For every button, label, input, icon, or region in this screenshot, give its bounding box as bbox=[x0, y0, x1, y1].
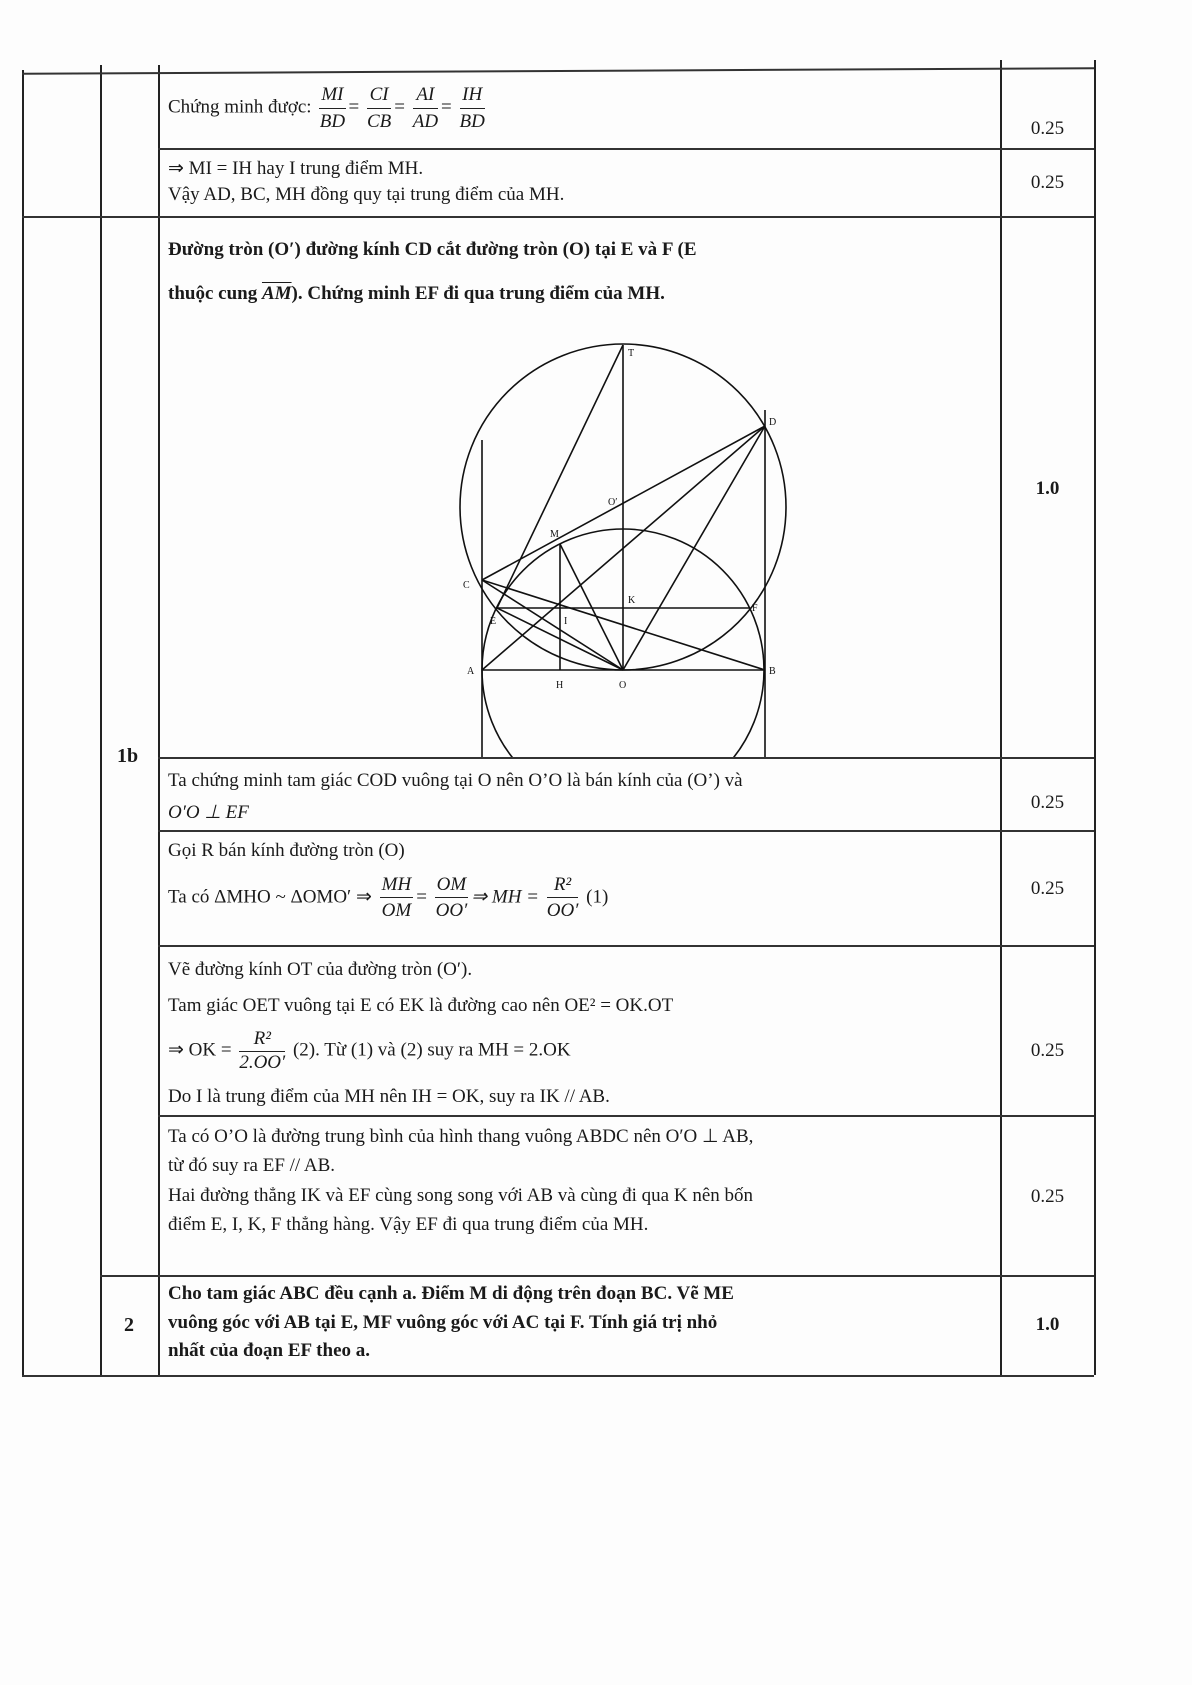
score: 0.25 bbox=[1030, 792, 1065, 813]
text: Ta có O’O là đường trung bình của hình thang vuông ABDC nên O′O ⊥ AB, bbox=[168, 1126, 754, 1147]
text: Hai đường thẳng IK và EF cùng song song với AB và cùng đi qua K nên bốn bbox=[168, 1184, 754, 1206]
text: ⇒ MI = IH hay I trung điểm MH. bbox=[168, 158, 424, 179]
section-label: 1b bbox=[117, 745, 139, 767]
row-ratio: Chứng minh được: $\frac{MI}{BD}$ = $\frac{CI}{CB}$ = $\frac{AI}{AD}$ = $\frac{IH}{BD}$ bbox=[168, 82, 488, 134]
table-border bbox=[100, 65, 102, 1377]
table-border bbox=[1094, 60, 1096, 1375]
row-similar: Gọi R bán kính đường tròn (O) Ta có ΔMHO ~ ΔOMO′ ⇒ $\frac{MH}{OM}$ = $\frac{OM}{OO'}$ ⇒ MH = $\frac{\text{R²}}{OO'}$ (1) bbox=[168, 840, 609, 922]
row-divider bbox=[158, 148, 1094, 150]
text: Vậy AD, BC, MH đồng quy tại trung điểm của MH. bbox=[168, 183, 565, 205]
table-border bbox=[22, 70, 24, 1375]
fraction: $\frac{MI}{BD}$ bbox=[319, 84, 346, 132]
label: F bbox=[752, 603, 758, 614]
row-divider bbox=[158, 1115, 1094, 1117]
text: Ta chứng minh tam giác COD vuông tại O nên O’O là bán kính của (O’) và bbox=[168, 770, 743, 791]
text: Do I là trung điểm của MH nên IH = OK, suy ra IK // AB. bbox=[168, 1085, 610, 1107]
label: E bbox=[490, 616, 497, 627]
text: nhất của đoạn EF theo a. bbox=[168, 1340, 370, 1361]
score: 1.0 bbox=[1035, 1314, 1060, 1335]
score: 0.25 bbox=[1030, 118, 1065, 139]
text: O′O ⊥ EF bbox=[168, 802, 249, 824]
row-divider bbox=[158, 830, 1094, 832]
table-border bbox=[22, 67, 1094, 75]
fraction: $\frac{AI}{AD}$ bbox=[412, 84, 439, 132]
table-border bbox=[22, 1375, 1094, 1377]
problem-statement: Đường tròn (O′) đường kính CD cắt đường tròn (O) tại E và F (E thuộc cung $\overline{AM}$). Chứng minh EF đi qua trung điểm của MH. bbox=[168, 228, 697, 315]
geometry-figure bbox=[430, 340, 790, 757]
row-divider bbox=[100, 1275, 1094, 1277]
label: O′ bbox=[608, 497, 618, 508]
row-divider bbox=[158, 757, 1094, 759]
row-parallel bbox=[168, 1122, 753, 1240]
fraction: $\frac{IH}{BD}$ bbox=[459, 84, 485, 132]
text: Đường tròn (O′) đường kính CD cắt đường tròn (O) tại E và F (E bbox=[168, 239, 697, 260]
label: T bbox=[628, 348, 635, 359]
score: 0.25 bbox=[1030, 878, 1065, 899]
row-conclusion bbox=[168, 156, 564, 207]
row-divider bbox=[158, 945, 1094, 947]
label: B bbox=[769, 666, 776, 677]
label: C bbox=[463, 580, 470, 591]
text: Vẽ đường kính OT của đường tròn (O′). bbox=[168, 959, 473, 980]
fraction: $\frac{CI}{CB}$ bbox=[366, 84, 392, 132]
label: M bbox=[550, 529, 559, 540]
text: Cho tam giác ABC đều cạnh a. Điểm M di động trên đoạn BC. Vẽ ME bbox=[168, 1283, 734, 1304]
score: 0.25 bbox=[1030, 1186, 1065, 1207]
text: Chứng minh được: bbox=[168, 96, 312, 118]
table-border bbox=[1000, 60, 1002, 1375]
table-border bbox=[158, 65, 160, 1377]
row-divider bbox=[22, 216, 1094, 218]
label: A bbox=[467, 666, 475, 677]
text: điểm E, I, K, F thẳng hàng. Vậy EF đi qua trung điểm của MH. bbox=[168, 1214, 649, 1236]
question-number: 2 bbox=[124, 1314, 134, 1336]
text: từ đó suy ra EF // AB. bbox=[168, 1155, 336, 1177]
text: vuông góc với AB tại E, MF vuông góc với AC tại F. Tính giá trị nhỏ bbox=[168, 1311, 718, 1333]
text: Gọi R bán kính đường tròn (O) bbox=[168, 840, 405, 861]
label: K bbox=[628, 595, 636, 606]
score: 0.25 bbox=[1030, 1040, 1065, 1061]
label: D bbox=[769, 417, 777, 428]
score: 0.25 bbox=[1030, 172, 1065, 193]
label: O bbox=[619, 680, 627, 691]
label: I bbox=[564, 616, 568, 627]
row-cod bbox=[168, 765, 743, 830]
row-ok: Vẽ đường kính OT của đường tròn (O′). Tam giác OET vuông tại E có EK là đường cao nên OE² = OK.OT ⇒ OK = $\frac{\text{R²}}{2.OO'}$ (2). Từ (1) và (2) suy ra MH = 2.OK Do I là trung điểm của MH nên IH = OK, suy ra IK // AB. bbox=[168, 952, 673, 1115]
score: 1.0 bbox=[1035, 478, 1060, 499]
label: H bbox=[556, 680, 564, 691]
text: Tam giác OET vuông tại E có EK là đường cao nên OE² = OK.OT bbox=[168, 995, 674, 1017]
problem-2 bbox=[168, 1280, 734, 1366]
